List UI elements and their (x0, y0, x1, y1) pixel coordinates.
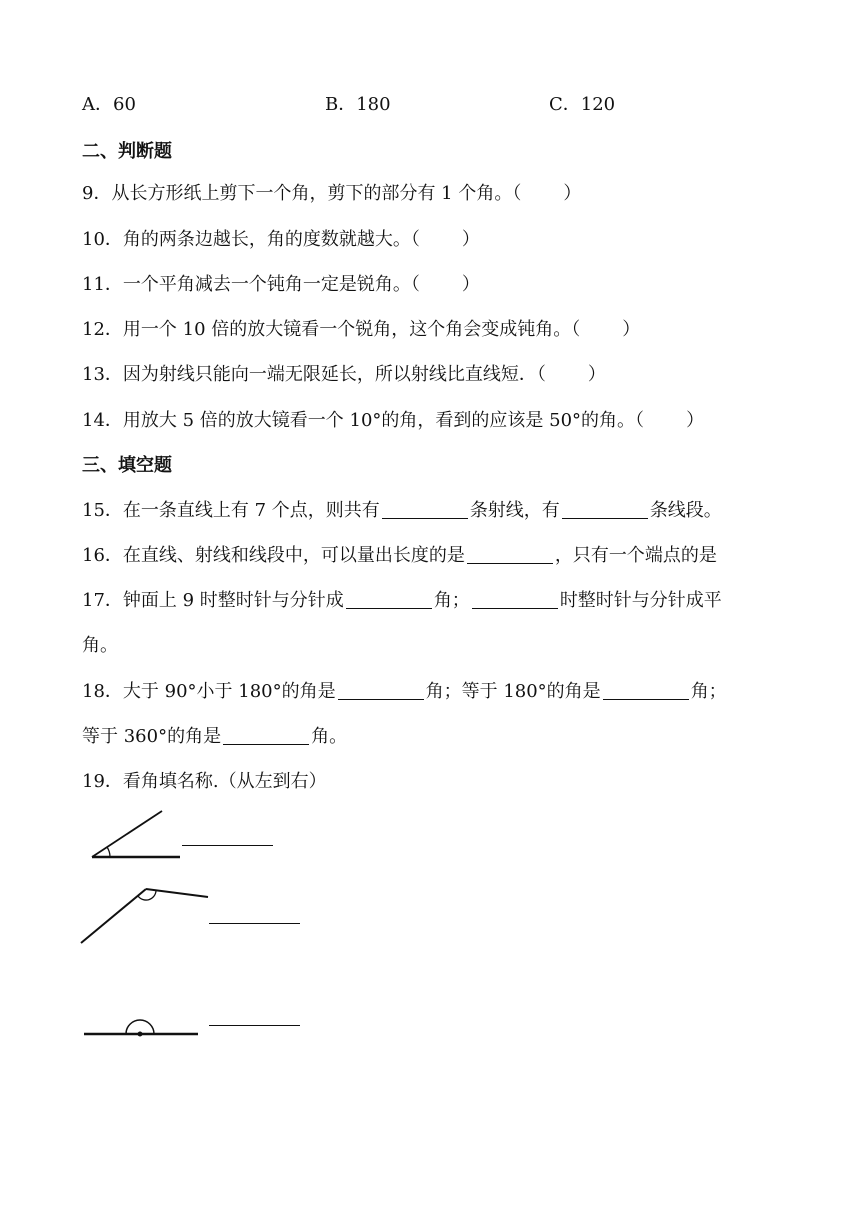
angle-arc (107, 847, 110, 857)
answer-blank[interactable] (562, 500, 648, 519)
answer-blank[interactable] (346, 590, 432, 609)
section-title-fill-in: 三、填空题 (82, 455, 172, 476)
angle-ray (81, 889, 146, 943)
question-15-text: 条线段。 (649, 500, 722, 521)
question-15 (82, 498, 722, 524)
question-18-text: 角；等于 180°的角是 (425, 681, 601, 702)
answer-blank[interactable] (223, 726, 309, 745)
answer-line-1[interactable] (182, 845, 273, 846)
question-12-text: 12．用一个 10 倍的放大镜看一个锐角，这个角会变成钝角。（ (82, 319, 581, 340)
question-10 (82, 227, 480, 253)
question-18-text: 18．大于 90°小于 180°的角是 (82, 681, 336, 702)
answer-blank[interactable] (338, 681, 424, 700)
answer-blank[interactable] (472, 590, 558, 609)
answer-line-2[interactable] (209, 923, 300, 924)
question-12 (82, 317, 640, 343)
question-13-text: 13．因为射线只能向一端无限延长，所以射线比直线短．（ (82, 364, 546, 385)
answer-blank[interactable] (603, 681, 689, 700)
question-17 (82, 588, 722, 614)
question-16-text: 16．在直线、射线和线段中，可以量出长度的是 (82, 545, 465, 566)
option-a: A．60 (82, 94, 136, 115)
question-10-text: 10．角的两条边越长，角的度数就越大。（ (82, 229, 420, 250)
paren-close: ） (563, 183, 582, 204)
answer-blank[interactable] (382, 500, 468, 519)
angle-ray (92, 811, 162, 857)
answer-blank[interactable] (467, 545, 553, 564)
option-c: C．120 (549, 94, 616, 115)
question-18-cont (82, 724, 347, 750)
question-15-text: 条射线，有 (469, 500, 560, 521)
question-11 (82, 272, 480, 298)
question-18-text: 等于 360°的角是 (82, 726, 222, 747)
question-18 (82, 679, 727, 705)
question-16-text: ，只有一个端点的是 (554, 545, 717, 566)
question-14-text: 14．用放大 5 倍的放大镜看一个 10°的角，看到的应该是 50°的角。（ (82, 410, 645, 431)
question-18-text: 角。 (311, 726, 348, 747)
question-16 (82, 543, 717, 569)
question-13 (82, 362, 606, 388)
question-17-text: 17．钟面上 9 时整时针与分针成 (82, 590, 344, 611)
section-title-judgement: 二、判断题 (82, 141, 172, 162)
paren-close: ） (622, 319, 641, 340)
question-17-text: 角； (433, 590, 470, 611)
straight-angle-figure (80, 1012, 204, 1042)
answer-line-3[interactable] (209, 1025, 300, 1026)
question-14 (82, 408, 704, 434)
question-17-cont: 角。 (82, 635, 118, 656)
question-9 (82, 181, 581, 207)
option-b: B．180 (325, 94, 391, 115)
question-17-text: 时整时针与分针成平 (559, 590, 722, 611)
question-15-text: 15．在一条直线上有 7 个点，则共有 (82, 500, 380, 521)
paren-close: ） (461, 274, 480, 295)
question-11-text: 11．一个平角减去一个钝角一定是锐角。（ (82, 274, 420, 295)
question-18-text: 角； (690, 681, 727, 702)
vertex-point (138, 1032, 143, 1037)
obtuse-angle-figure (78, 880, 213, 948)
acute-angle-figure (84, 808, 184, 863)
paren-close: ） (587, 364, 606, 385)
question-9-text: 9．从长方形纸上剪下一个角，剪下的部分有 1 个角。（ (82, 183, 522, 204)
question-19: 19．看角填名称.（从左到右） (82, 771, 327, 792)
paren-close: ） (461, 229, 480, 250)
paren-close: ） (686, 410, 705, 431)
